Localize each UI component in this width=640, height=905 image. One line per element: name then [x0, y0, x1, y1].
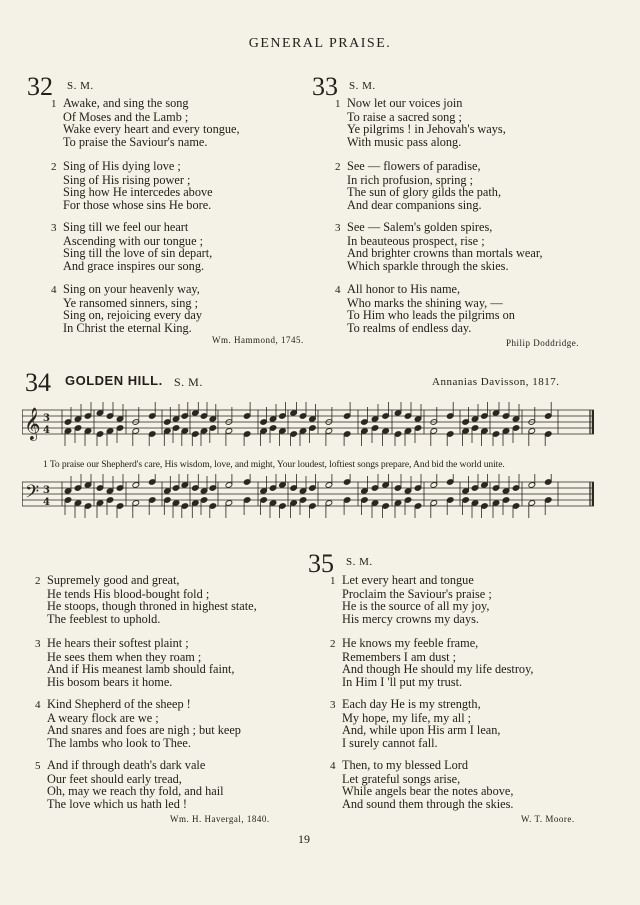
verse-text: In Him I 'll put my trust.	[342, 674, 463, 689]
bass-clef-icon: 𝄢	[25, 482, 40, 507]
hymn-34-stanza-4	[35, 698, 241, 749]
verse-line	[51, 97, 240, 111]
stanza-number: 1	[335, 98, 341, 110]
verse-text: Ye ransomed sinners, sing ;	[63, 295, 199, 310]
hymn-number: 35	[308, 549, 334, 578]
verse-text: See — Salem's golden spires,	[347, 220, 493, 234]
verse-text: The sun of glory gilds the path,	[347, 185, 502, 200]
treble-staff	[22, 402, 594, 446]
hymn-34-stanza-3	[35, 637, 235, 688]
stanza-number: 5	[35, 760, 41, 772]
hymn-35-stanza-2	[330, 637, 534, 688]
verse-line	[35, 737, 241, 750]
hymn-32-stanza-1	[51, 97, 240, 148]
verse-line	[35, 637, 235, 651]
svg-text:4: 4	[43, 425, 50, 436]
verse-text: And if through death's dark vale	[47, 758, 206, 772]
verse-text: The feeblest to uphold.	[47, 611, 161, 626]
stanza-number: 1	[330, 575, 336, 587]
verse-line	[335, 97, 506, 111]
verse-text: Let grateful songs arise,	[342, 771, 461, 786]
stanza-number: 4	[330, 760, 336, 772]
verse-line	[51, 322, 202, 335]
verse-text: In beauteous prospect, rise ;	[347, 233, 485, 248]
stanza-number: 1	[51, 98, 57, 110]
verse-text: The love which us hath led !	[47, 796, 188, 811]
verse-text: All honor to His name,	[347, 282, 461, 296]
verse-line	[335, 199, 501, 212]
stanza-number: 2	[51, 161, 57, 173]
verse-line	[51, 160, 213, 174]
verse-text: Then, to my blessed Lord	[342, 758, 469, 772]
verse-text: And, while upon His arm I lean,	[342, 723, 501, 738]
verse-line	[35, 698, 241, 712]
verse-text: Ye pilgrims ! in Jehovah's ways,	[347, 122, 506, 137]
hymn-meter: S. M.	[349, 80, 376, 92]
verse-text: To praise the Saviour's name.	[63, 134, 208, 149]
page-number: 19	[298, 832, 310, 846]
verse-text: Sing on your heavenly way,	[63, 282, 200, 296]
verse-line	[51, 136, 240, 149]
verse-text: While angels bear the notes above,	[342, 784, 514, 799]
verse-text: Wake every heart and every tongue,	[63, 122, 240, 137]
hymn-34-stanza-2	[35, 574, 257, 625]
svg-text:4: 4	[43, 497, 50, 508]
verse-text: Remembers I am dust ;	[342, 649, 457, 664]
hymn-author: Wm. Hammond, 1745.	[212, 335, 304, 345]
hymn-35-stanza-1	[330, 574, 492, 625]
stanza-number: 2	[35, 575, 41, 587]
verse-line	[330, 759, 513, 773]
verse-text: Kind Shepherd of the sheep !	[47, 697, 191, 711]
verse-line	[35, 676, 235, 689]
verse-line	[335, 221, 543, 235]
verse-text: In Christ the eternal King.	[63, 320, 192, 335]
stanza-number: 3	[330, 699, 336, 711]
tune-composer: Annanias Davisson, 1817.	[432, 376, 560, 388]
verse-text: And brighter crowns than mortals wear,	[347, 246, 543, 261]
verse-line	[51, 199, 213, 212]
verse-text: And snares and foes are nigh ; but keep	[47, 723, 241, 738]
verse-text: My hope, my life, my all ;	[342, 710, 472, 725]
verse-line	[330, 698, 500, 712]
stanza-number: 4	[51, 284, 57, 296]
verse-text: Sing of His rising power ;	[63, 172, 191, 187]
verse-line	[335, 160, 501, 174]
verse-text: Proclaim the Saviour's praise ;	[342, 586, 492, 601]
verse-line	[330, 637, 534, 651]
hymn-33-stanza-3	[335, 221, 543, 272]
verse-line	[35, 574, 257, 588]
verse-text: Sing on, rejoicing every day	[63, 308, 202, 323]
verse-text: To realms of endless day.	[347, 320, 472, 335]
verse-text: For those whose sins He bore.	[63, 197, 212, 212]
hymn-33-stanza-2	[335, 160, 501, 211]
verse-line	[335, 283, 515, 297]
stanza-number: 3	[35, 638, 41, 650]
verse-line	[51, 260, 212, 273]
hymn-meter: S. M.	[174, 375, 203, 389]
hymn-author: Philip Doddridge.	[506, 338, 579, 348]
verse-text: The lambs who look to Thee.	[47, 735, 191, 750]
verse-line	[35, 759, 224, 773]
hymn-meter: S. M.	[346, 556, 373, 568]
verse-text: With music pass along.	[347, 134, 462, 149]
verse-text: He knows my feeble frame,	[342, 636, 479, 650]
verse-text: See — flowers of paradise,	[347, 159, 481, 173]
verse-text: A weary flock are we ;	[47, 710, 159, 725]
verse-text: Let every heart and tongue	[342, 573, 474, 587]
verse-text: Oh, may we reach thy fold, and hail	[47, 784, 224, 799]
verse-line	[330, 737, 500, 750]
verse-line	[51, 283, 202, 297]
verse-text: Who marks the shining way, —	[347, 295, 503, 310]
verse-text: Each day He is my strength,	[342, 697, 481, 711]
hymn-number: 34	[25, 368, 51, 397]
verse-text: Awake, and sing the song	[63, 96, 189, 110]
verse-text: And if His meanest lamb should faint,	[47, 662, 235, 677]
verse-text: Sing till we feel our heart	[63, 220, 189, 234]
stanza-number: 4	[35, 699, 41, 711]
verse-line	[335, 260, 543, 273]
verse-line	[51, 221, 212, 235]
verse-text: He sees them when they roam ;	[47, 649, 202, 664]
verse-text: I surely cannot fall.	[342, 735, 438, 750]
verse-text: His mercy crowns my days.	[342, 611, 479, 626]
hymn-32-stanza-3	[51, 221, 212, 272]
verse-text: Sing how He intercedes above	[63, 185, 213, 200]
verse-text: And dear companions sing.	[347, 197, 482, 212]
verse-text: Our feet should early tread,	[47, 771, 182, 786]
tune-name: GOLDEN HILL.	[65, 373, 163, 388]
hymn-33-stanza-1	[335, 97, 506, 148]
hymn-32-stanza-2	[51, 160, 213, 211]
hymn-meter: S. M.	[67, 80, 94, 92]
treble-clef-icon: 𝄞	[24, 407, 41, 440]
verse-text: To raise a sacred song ;	[347, 109, 462, 124]
verse-text: To Him who leads the pilgrims on	[347, 308, 515, 323]
stanza-number: 2	[335, 161, 341, 173]
first-stanza-underlay: 1 To praise our Shepherd's care, His wisdom, love, and might, Your loudest, loftiest songs prepare, And bid the world unite.	[43, 459, 505, 470]
bass-staff	[22, 474, 594, 518]
hymn-34-stanza-5	[35, 759, 224, 810]
stanza-number: 2	[330, 638, 336, 650]
verse-line	[35, 798, 224, 811]
stanza-number: 3	[51, 222, 57, 234]
hymn-author: Wm. H. Havergal, 1840.	[170, 814, 270, 824]
verse-line	[330, 613, 492, 626]
verse-text: And sound them through the skies.	[342, 796, 514, 811]
stanza-number: 4	[335, 284, 341, 296]
hymn-35-stanza-4	[330, 759, 513, 810]
verse-text: And though He should my life destroy,	[342, 662, 534, 677]
svg-text:3: 3	[43, 413, 50, 424]
verse-text: In rich profusion, spring ;	[347, 172, 474, 187]
verse-text: He is the source of all my joy,	[342, 599, 490, 614]
hymn-number: 33	[312, 72, 338, 101]
verse-text: Which sparkle through the skies.	[347, 258, 509, 273]
verse-line	[330, 676, 534, 689]
hymn-35-stanza-3	[330, 698, 500, 749]
verse-text: Of Moses and the Lamb ;	[63, 109, 189, 124]
verse-line	[335, 136, 506, 149]
verse-text: His bosom bears it home.	[47, 674, 173, 689]
page-title: GENERAL PRAISE.	[248, 36, 392, 51]
verse-text: And grace inspires our song.	[63, 258, 205, 273]
hymn-33-stanza-4	[335, 283, 515, 334]
verse-text: Sing of His dying love ;	[63, 159, 181, 173]
verse-line	[330, 574, 492, 588]
verse-line	[335, 322, 515, 335]
svg-text:3: 3	[43, 485, 50, 496]
verse-line	[35, 613, 257, 626]
verse-text: Ascending with our tongue ;	[63, 233, 204, 248]
verse-text: Sing till the love of sin depart,	[63, 246, 213, 261]
stanza-number: 3	[335, 222, 341, 234]
verse-text: He hears their softest plaint ;	[47, 636, 189, 650]
hymn-number: 32	[27, 72, 53, 101]
hymn-32-stanza-4	[51, 283, 202, 334]
verse-text: He stoops, though throned in highest state,	[47, 599, 257, 614]
verse-text: Supremely good and great,	[47, 573, 180, 587]
verse-text: Now let our voices join	[347, 96, 463, 110]
hymn-author: W. T. Moore.	[521, 814, 575, 824]
verse-text: He tends His blood-bought fold ;	[47, 586, 210, 601]
verse-line	[330, 798, 513, 811]
